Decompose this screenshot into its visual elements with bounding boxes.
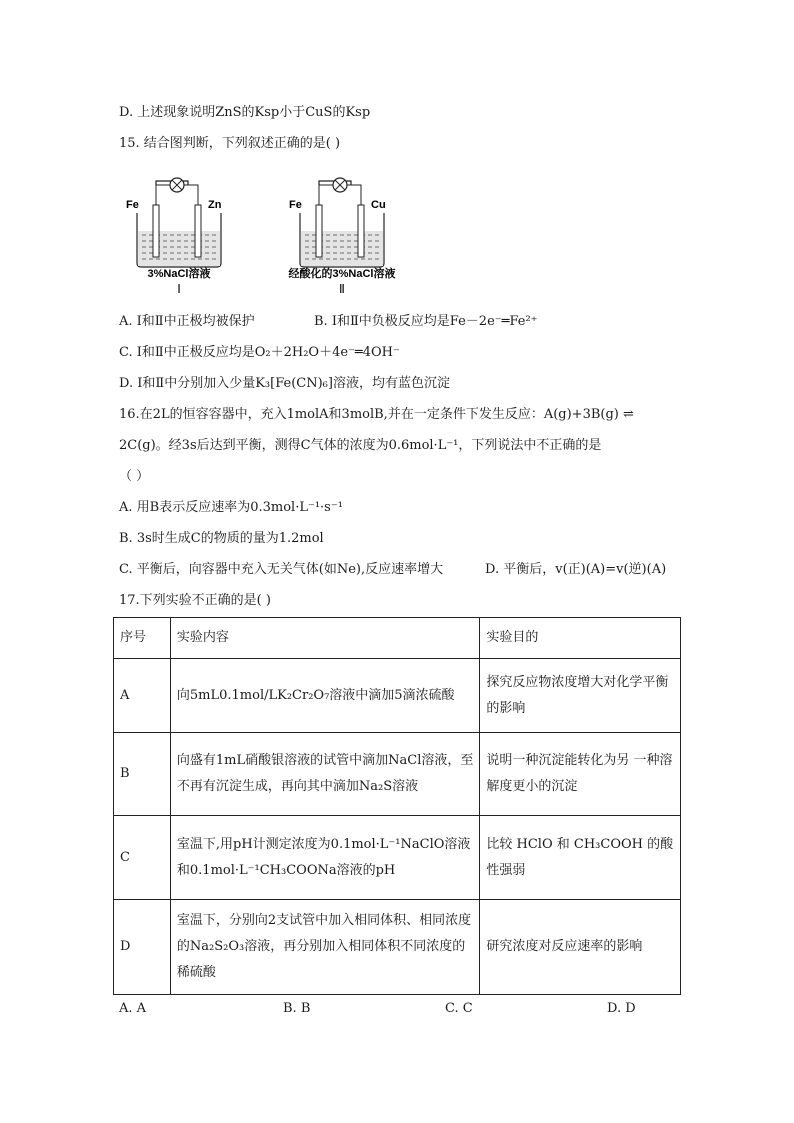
- row-no: C: [114, 816, 171, 900]
- row-content: 室温下，分别向2支试管中加入相同体积、相同浓度的Na₂S₂O₃溶液，再分别加入相同体积不同浓度的稀硫酸: [170, 900, 479, 995]
- q15-option-d: D. Ⅰ和Ⅱ中分别加入少量K₃[Fe(CN)₆]溶液，均有蓝色沉淀: [119, 376, 450, 391]
- row-no: A: [114, 659, 171, 733]
- cell-1: [126, 178, 222, 296]
- q16-option-a: A. 用B表示反应速率为0.3mol·L⁻¹·s⁻¹: [119, 500, 343, 515]
- experiment-table: [113, 617, 681, 995]
- table-row: [114, 900, 681, 995]
- cell1-right-label: Zn: [208, 199, 222, 211]
- q17-stem: 17.下列实验不正确的是( ): [119, 593, 271, 608]
- answer-c: C. C: [445, 1001, 473, 1016]
- header-no: 序号: [114, 618, 171, 659]
- q16-option-b: B. 3s时生成C的物质的量为1.2mol: [119, 531, 324, 546]
- header-purpose: 实验目的: [480, 618, 681, 659]
- cell2-solution: 经酸化的3%NaCl溶液: [288, 268, 396, 280]
- header-content: 实验内容: [170, 618, 479, 659]
- zn-electrode: [195, 205, 201, 257]
- row-purpose: 研究浓度对反应速率的影响: [480, 900, 681, 995]
- q15-option-c: C. Ⅰ和Ⅱ中正极反应均是O₂＋2H₂O＋4e⁻═4OH⁻: [119, 345, 400, 360]
- cell-2: [289, 178, 396, 296]
- electrochemical-cells-figure: [122, 175, 432, 300]
- q16-option-d: D. 平衡后，v(正)(A)=v(逆)(A): [485, 562, 667, 577]
- q16-stem-line1: 16.在2L的恒容容器中，充入1molA和3molB,并在一定条件下发生反应：A(g)+3B(g) ⇌: [119, 407, 634, 422]
- fe-electrode: [316, 205, 322, 257]
- cell1-solution: 3%NaCl溶液: [147, 268, 211, 280]
- cell1-numeral: Ⅰ: [177, 282, 181, 296]
- row-purpose: 说明一种沉淀能转化为另 一种溶解度更小的沉淀: [480, 733, 681, 816]
- q15-stem: 15. 结合图判断，下列叙述正确的是( ): [119, 136, 341, 151]
- q15-option-a: A. Ⅰ和Ⅱ中正极均被保护: [119, 314, 255, 329]
- table-row: [114, 816, 681, 900]
- cu-electrode: [358, 205, 364, 257]
- row-purpose: 探究反应物浓度增大对化学平衡的影响: [480, 659, 681, 733]
- q16-stem-line3: （ ）: [119, 469, 150, 484]
- row-content: 向5mL0.1mol/LK₂Cr₂O₇溶液中滴加5滴浓硫酸: [170, 659, 479, 733]
- answer-b: B. B: [283, 1001, 311, 1016]
- table-row: [114, 733, 681, 816]
- fe-electrode: [153, 205, 159, 257]
- row-purpose: 比较 HClO 和 CH₃COOH 的酸性强弱: [480, 816, 681, 900]
- cell2-right-label: Cu: [371, 199, 386, 211]
- cell2-numeral: Ⅱ: [339, 282, 345, 296]
- row-no: B: [114, 733, 171, 816]
- q16-option-c: C. 平衡后，向容器中充入无关气体(如Ne),反应速率增大: [119, 562, 444, 577]
- answer-d: D. D: [607, 1001, 636, 1016]
- q15-option-b: B. Ⅰ和Ⅱ中负极反应均是Fe－2e⁻═Fe²⁺: [314, 314, 538, 329]
- cell1-left-label: Fe: [126, 199, 139, 211]
- q16-stem-line2: 2C(g)。经3s后达到平衡，测得C气体的浓度为0.6mol·L⁻¹，下列说法中不正确的是: [119, 438, 602, 453]
- q14-option-d: D. 上述现象说明ZnS的Ksp小于CuS的Ksp: [119, 105, 371, 120]
- cell2-left-label: Fe: [289, 199, 302, 211]
- table-header-row: [114, 618, 681, 659]
- row-no: D: [114, 900, 171, 995]
- row-content: 室温下,用pH计测定浓度为0.1mol·L⁻¹NaClO溶液和0.1mol·L⁻¹CH₃COONa溶液的pH: [170, 816, 479, 900]
- answer-a: A. A: [119, 1001, 147, 1016]
- row-content: 向盛有1mL硝酸银溶液的试管中滴加NaCl溶液，至不再有沉淀生成，再向其中滴加Na₂S溶液: [170, 733, 479, 816]
- table-row: [114, 659, 681, 733]
